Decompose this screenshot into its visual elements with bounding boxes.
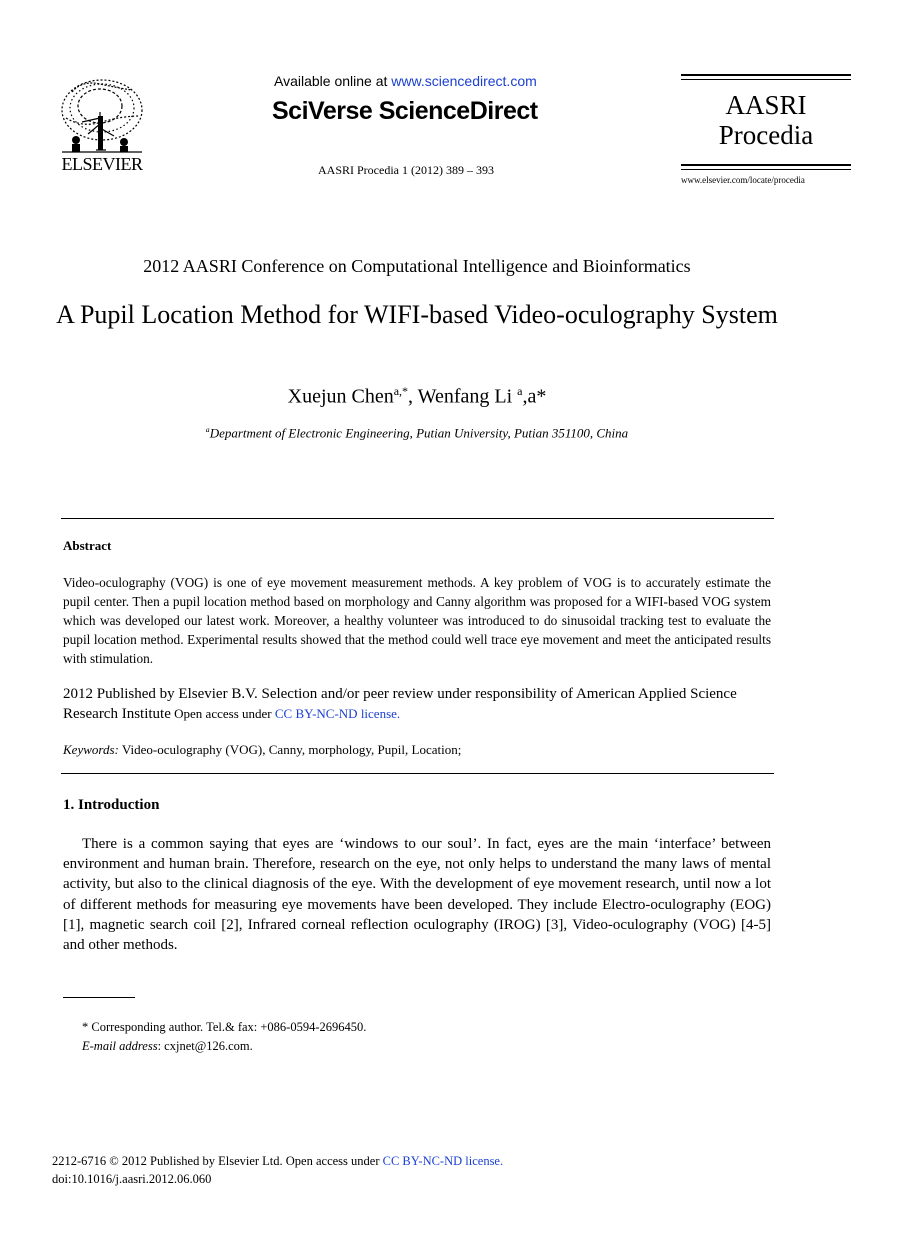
- keywords-line: [63, 742, 771, 758]
- author-list: [0, 384, 834, 409]
- abstract-heading: Abstract: [63, 538, 112, 553]
- corresponding-author-footnote: * Corresponding author. Tel.& fax: +086-0594-2696450.: [82, 1020, 367, 1034]
- footer-license-link[interactable]: CC BY-NC-ND license.: [382, 1154, 504, 1168]
- elsevier-logo: [52, 72, 152, 178]
- paper-title: A Pupil Location Method for WIFI-based Video-oculography System: [56, 300, 778, 329]
- affiliation: [0, 425, 834, 441]
- author-affiliation-mark: a,*: [393, 384, 409, 398]
- keywords-label: Keywords:: [63, 742, 119, 757]
- section-heading-introduction: 1. Introduction: [63, 797, 160, 813]
- abstract-text: Video-oculography (VOG) is one of eye movement measurement methods. A key problem of VOG is to accurately estimate the pupil center. Then a pupil location method based on morphology and Canny algorithm was proposed for a WIFI-based VOG system which was developed our latest work. Moreover, a healthy volunteer was introduced to do sinusoidal tracking test to evaluate the pupil location method. Experimental results showed that the method could well trace eye movement and meet the anticipated results with stimulation.: [63, 575, 771, 666]
- journal-title-box: [681, 90, 851, 150]
- author-affiliation-mark: a: [517, 384, 523, 398]
- license-link[interactable]: CC BY-NC-ND license.: [274, 706, 401, 721]
- affiliation-mark: a: [205, 425, 210, 434]
- author-separator: , Wenfang Li: [408, 385, 518, 408]
- available-online-line: [274, 73, 537, 89]
- sciencedirect-link[interactable]: www.sciencedirect.com: [391, 73, 537, 89]
- platform-logo: SciVerse ScienceDirect: [272, 97, 538, 125]
- journal-url[interactable]: www.elsevier.com/locate/procedia: [681, 175, 805, 185]
- journal-title-line1: AASRI: [725, 90, 807, 120]
- publication-note: [63, 684, 775, 724]
- open-access-label: Open access under: [170, 706, 275, 721]
- doi: doi:10.1016/j.aasri.2012.06.060: [52, 1172, 212, 1186]
- email-value: : cxjnet@126.com.: [157, 1039, 253, 1053]
- journal-title-line2: Procedia: [718, 120, 814, 150]
- conference-name: 2012 AASRI Conference on Computational Intelligence and Bioinformatics: [143, 256, 691, 276]
- journal-box-bottom-rule: [681, 164, 851, 170]
- issn-text: 2212-6716 © 2012 Published by Elsevier Ltd. Open access under: [52, 1154, 383, 1168]
- journal-box-top-rule: [681, 74, 851, 80]
- author-suffix: ,a*: [522, 385, 547, 408]
- issn-copyright-line: [52, 1154, 503, 1169]
- introduction-paragraph: There is a common saying that eyes are ‘windows to our soul’. In fact, eyes are the main ‘interface’ between environment and human brain. Therefore, research on the eye, not only helps to understand the many laws of mental activity, but also to the clinical diagnosis of the eye. With the development of eye movement research, until now a lot of different methods for measuring eye movements have been developed. They include Electro-oculography (EOG) [1], magnetic search coil [2], Infrared corneal reflection oculography (IROG) [3], Video-oculography (VOG) [4-5] and other methods.: [63, 836, 771, 954]
- keywords-list: Video-oculography (VOG), Canny, morphology, Pupil, Location;: [118, 742, 462, 757]
- email-label: E-mail address: [82, 1039, 158, 1053]
- available-online-label: Available online at: [274, 73, 392, 89]
- affiliation-text: Department of Electronic Engineering, Putian University, Putian 351100, China: [209, 425, 629, 441]
- abstract-top-rule: [61, 518, 774, 519]
- footnote-rule: [63, 997, 135, 998]
- journal-citation: AASRI Procedia 1 (2012) 389 – 393: [318, 163, 494, 177]
- email-footnote: [82, 1039, 253, 1054]
- publisher-wordmark: ELSEVIER: [61, 154, 143, 174]
- author-name: Xuejun Chen: [287, 385, 394, 408]
- abstract-bottom-rule: [61, 773, 774, 774]
- publication-note-text: 2012 Published by Elsevier B.V. Selection and/or peer review under responsibility of American Applied Science Research Institute: [63, 686, 737, 722]
